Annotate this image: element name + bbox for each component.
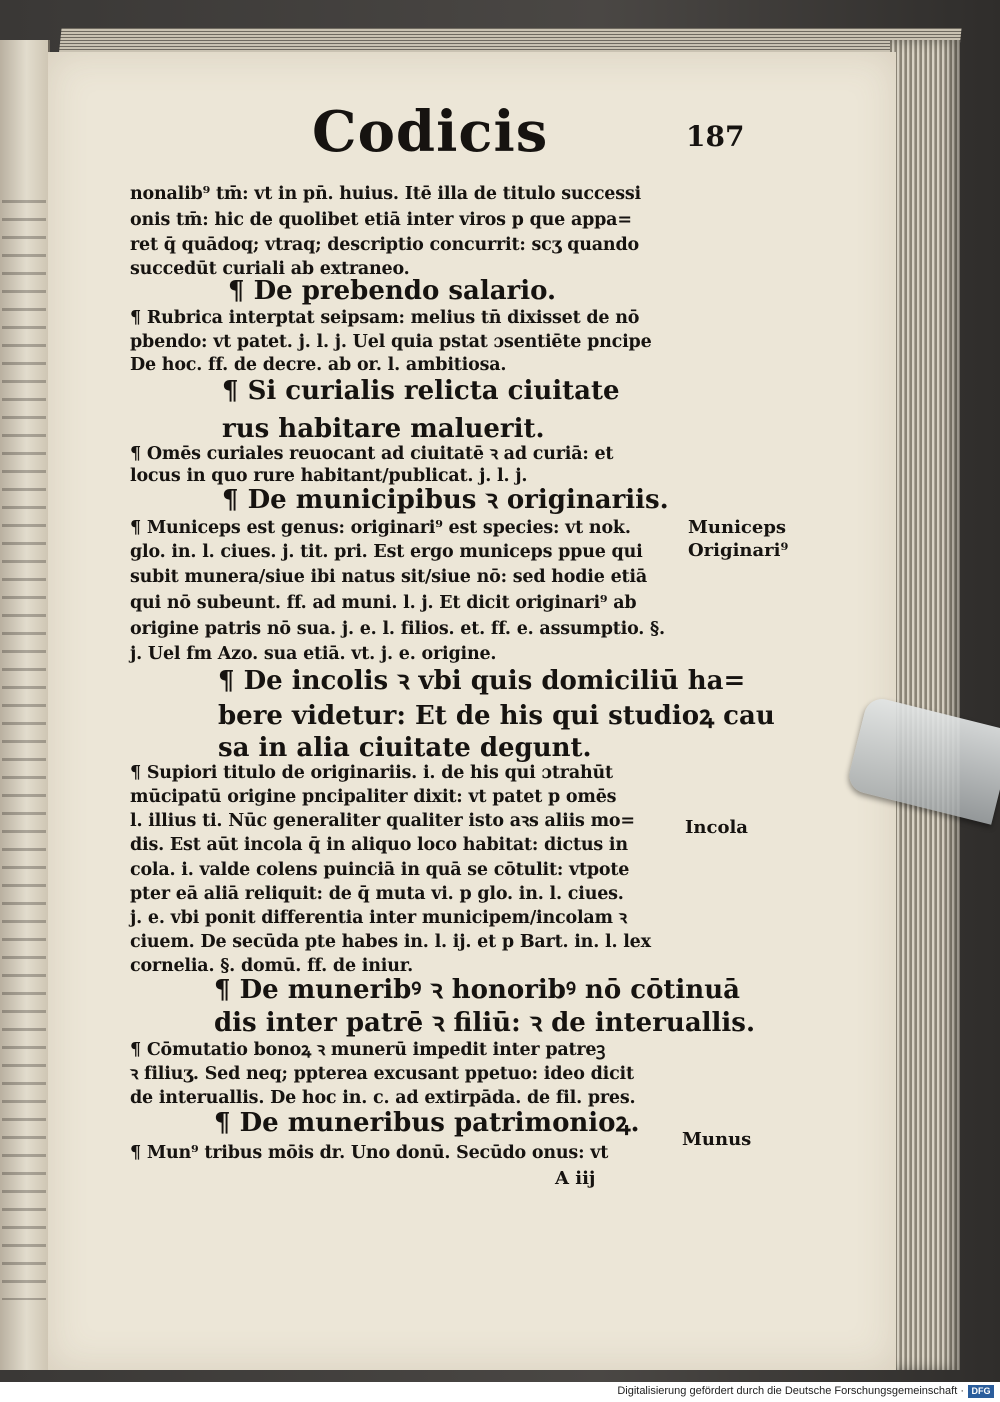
text-line: j. Uel fm Azo. sua etiā. vt. j. e. origine. [130, 644, 497, 664]
text-line: mūcipatū origine pncipaliter dixit: vt patet p omēs [130, 787, 617, 807]
text-line: qui nō subeunt. ff. ad muni. l. j. Et dicit originari⁹ ab [130, 593, 637, 613]
text-line: subit munera/siue ibi natus sit/siue nō: sed hodie etiā [130, 567, 647, 587]
text-line: de interuallis. De hoc in. c. ad extirpāda. de fil. pres. [130, 1088, 636, 1108]
text-line: ciuem. De secūda pte habes in. l. ij. et p Bart. in. l. lex [130, 932, 651, 952]
section-heading-cont: sa in alia ciuitate degunt. [218, 733, 592, 763]
text-line: locus in quo rure habitant/publicat. j. l. j. [130, 466, 528, 486]
left-page-text-fragments [2, 200, 46, 1300]
margin-note-munus: Munus [682, 1129, 752, 1150]
text-line: j. e. vbi ponit differentia inter municipem/incolam ꝛ [130, 908, 627, 928]
text-line: ¶ Rubrica interptat seipsam: melius tn̄ dixisset de nō [130, 308, 640, 328]
text-line: ¶ Municeps est genus: originari⁹ est species: vt nok. [130, 518, 631, 538]
text-line: ¶ Omēs curiales reuocant ad ciuitatē ꝛ ad curiā: et [130, 444, 614, 464]
text-line: ¶ Mun⁹ tribus mōis dr. Uno donū. Secūdo onus: vt [130, 1143, 609, 1163]
text-line: cornelia. §. domū. ff. de iniur. [130, 956, 414, 976]
section-heading-cont: dis inter patrē ꝛ filiū: ꝛ de interuallis. [214, 1008, 755, 1038]
dfg-logo: DFG [968, 1385, 994, 1398]
text-line: ¶ Supiori titulo de originariis. i. de his qui ɔtrahūt [130, 763, 613, 783]
text-line: nonalib⁹ tm̄: vt in pn̄. huius. Itē illa de titulo successi [130, 184, 641, 204]
text-line: succedūt curiali ab extraneo. [130, 259, 410, 279]
section-heading: ¶ De incolis ꝛ vbi quis domiciliū ha= [218, 666, 746, 696]
footer-credit: Digitalisierung gefördert durch die Deutsche Forschungsgemeinschaft · [617, 1385, 964, 1397]
section-heading: ¶ Si curialis relicta ciuitate [222, 376, 620, 406]
text-line: l. illius ti. Nūc generaliter qualiter isto aꝛs aliis mo= [130, 811, 635, 831]
digitization-footer [0, 1382, 1000, 1402]
running-head: Codicis [312, 99, 549, 165]
text-line: ¶ Cōmutatio bonoꝝ ꝛ munerū impedit inter patreꝫ [130, 1040, 606, 1060]
section-heading: ¶ De prebendo salario. [228, 276, 557, 306]
section-heading: ¶ De muneribꝰ ꝛ honoribꝰ nō cōtinuā [214, 975, 740, 1005]
text-line: dis. Est aūt incola q̄ in aliquo loco habitat: dictus in [130, 835, 628, 855]
facing-left-page [0, 40, 50, 1370]
text-line: ꝛ filiuʒ. Sed neq; ppterea excusant ppetuo: ideo dicit [130, 1064, 634, 1084]
section-heading: ¶ De muneribus patrimonioꝝ. [214, 1108, 640, 1138]
text-line: onis tm̄: hic de quolibet etiā inter viros p que appa= [130, 210, 632, 230]
text-line: ret q̄ quādoq; vtraq; descriptio concurrit: scʒ quando [130, 235, 639, 255]
text-line: pbendo: vt patet. j. l. j. Uel quia pstat ɔsentiēte pncipe [130, 332, 652, 352]
section-heading: ¶ De municipibus ꝛ originariis. [222, 485, 669, 515]
folio-number: 187 [686, 120, 745, 153]
text-line: glo. in. l. ciues. j. tit. pri. Est ergo municeps ppue qui [130, 542, 643, 562]
text-line: cola. i. valde colens puinciā in quā se cōtulit: vtpote [130, 860, 630, 880]
margin-note-incola: Incola [685, 817, 748, 838]
text-line: origine patris nō sua. j. e. l. filios. et. ff. e. assumptio. §. [130, 619, 665, 639]
section-heading-cont: bere videtur: Et de his qui studioꝝ cau [218, 701, 775, 731]
signature-mark: A iij [555, 1168, 596, 1189]
margin-note-municeps: Municeps [688, 517, 787, 538]
text-line: pter eā aliā reliquit: de q̄ muta vi. p glo. in. l. ciues. [130, 884, 624, 904]
section-heading-cont: rus habitare maluerit. [222, 414, 545, 444]
text-line: De hoc. ff. de decre. ab or. l. ambitiosa. [130, 355, 507, 375]
margin-note-originarius: Originari⁹ [688, 540, 789, 561]
